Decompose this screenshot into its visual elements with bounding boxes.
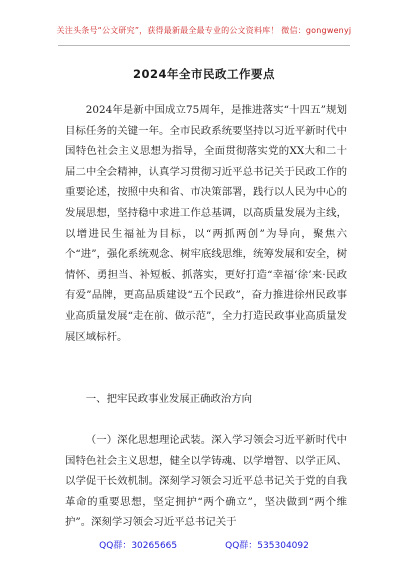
footer-qq-group-1: QQ群：30265665 [99, 541, 178, 551]
header-promo-note: 关注头条号“公文研究”，获得最新最全最专业的公文资料库！ 微信：gongwenyj [56, 26, 352, 35]
header-divider [58, 45, 350, 46]
section-heading: 一、把牢民政事业发展正确政治方向 [85, 393, 253, 405]
page-title: 2024年全市民政工作要点 [132, 67, 275, 81]
section-paragraph-block [65, 430, 347, 533]
footer-contacts [0, 538, 408, 551]
intro-paragraph-block [65, 100, 347, 347]
intro-paragraph: 2024年是新中国成立75周年，是推进落实“十四五”规划目标任务的关键一年。全市民政系统要坚持以习近平新时代中国特色社会主义思想为指导，全面贯彻落实党的XX大和二十届二中全会精神，认真学习贯彻习近平总书记关于民政工作的重要论述，按照中央和省、市决策部署，践行以人民为中心的发展思想，坚持稳中求进工作总基调，以高质量发展为主线，以增进民生福祉为目标，以“两抓两创”为导向，聚焦六个“进”，强化系统观念、树牢底线思维，统筹发展和安全，树情怀、勇担当、补短板、抓落实，更好打造“幸福‘徐’来·民政有爱”品牌，更高品质建设“五个民政”，奋力推进徐州民政事业高质量发展“走在前、做示范”，全力打造民政事业高质量发展区域标杆。 [65, 104, 347, 343]
section-paragraph: （一）深化思想理论武装。深入学习领会习近平新时代中国特色社会主义思想，健全以学铸魂、以学增智、以学正风、以学促干长效机制。深刻学习领会习近平总书记关于党的自我革命的重要思想，坚定拥护“两个确立”，坚决做到“两个维护”。深刻学习领会习近平总书记关于 [65, 434, 347, 529]
footer-qq-group-2: QQ群：535304092 [225, 541, 309, 551]
